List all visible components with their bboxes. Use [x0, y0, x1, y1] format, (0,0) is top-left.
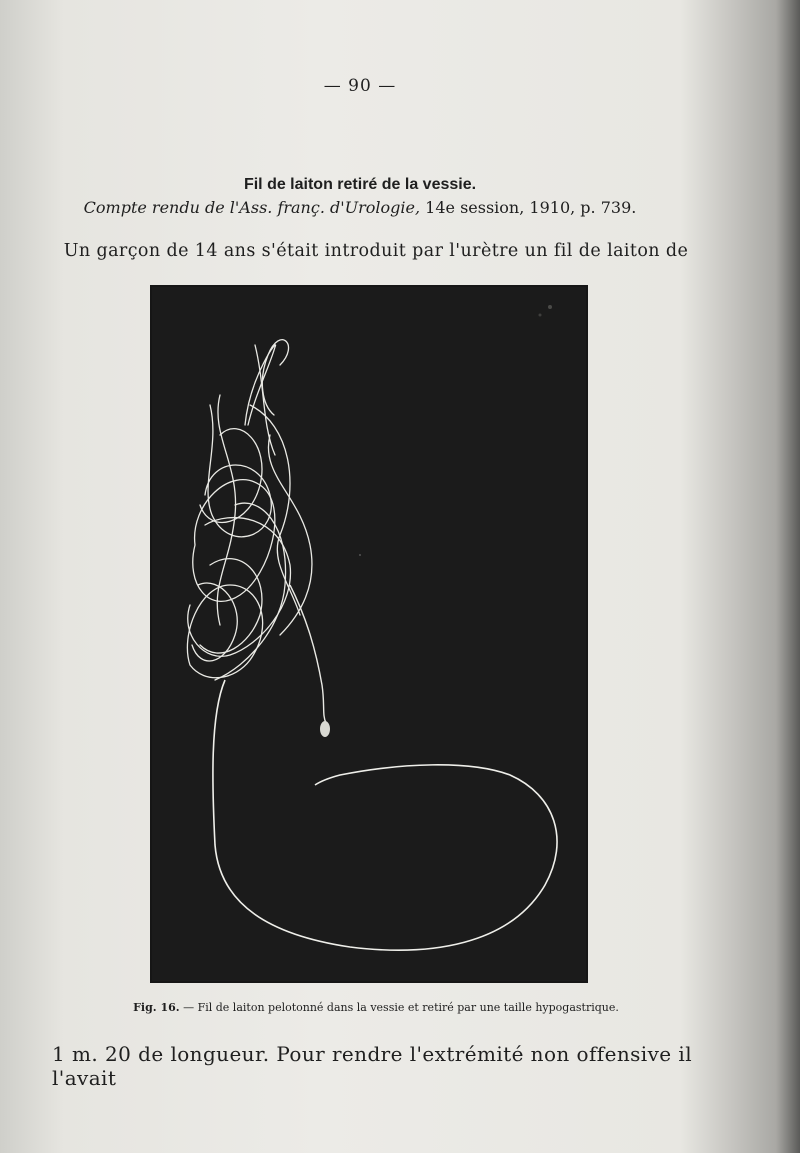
reference-source: Compte rendu de l'Ass. franç. d'Urologie,	[83, 198, 421, 217]
plate-speck	[548, 305, 552, 309]
figure-photograph	[150, 285, 588, 983]
wire-tail	[290, 585, 326, 723]
bibliographic-reference	[0, 198, 720, 217]
wire-tangle	[187, 340, 312, 680]
paragraph-opening: Un garçon de 14 ans s'était introduit par l'urètre un fil de laiton de	[63, 241, 689, 261]
section-title: Fil de laiton retiré de la vessie.	[243, 176, 477, 193]
figure-caption-text: — Fil de laiton pelotonné dans la vessie et retiré par une taille hypogastrique.	[183, 1001, 619, 1014]
figure-label: Fig. 16.	[133, 1001, 180, 1014]
page-number: — 90 —	[323, 76, 397, 96]
wire-knot	[320, 721, 330, 737]
plate-speck	[359, 554, 361, 556]
plate-speck	[539, 314, 542, 317]
paragraph-continued: 1 m. 20 de longueur. Pour rendre l'extrémité non offensive il l'avait	[52, 1042, 692, 1090]
reference-details: 14e session, 1910, p. 739.	[425, 198, 637, 217]
figure-caption	[0, 1001, 752, 1014]
brass-wire-photo	[150, 285, 588, 983]
wire-loop	[213, 680, 557, 950]
